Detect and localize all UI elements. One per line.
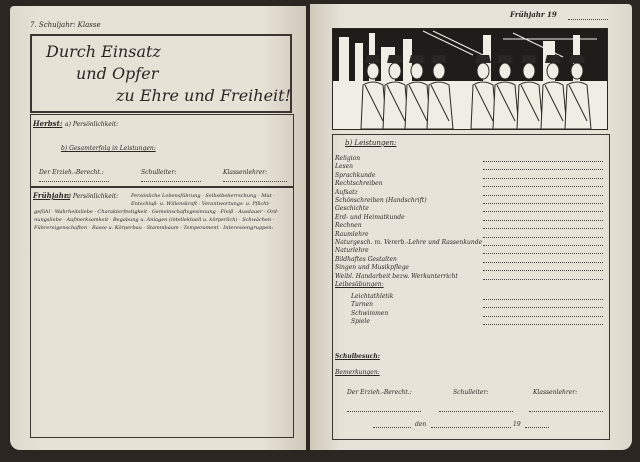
subject-label: Weibl. Handarbeit bezw. Werkunterricht bbox=[335, 272, 458, 280]
subject-label: Naturgesch. m. Vererb.-Lehre und Rassenkunde bbox=[335, 239, 483, 246]
fruehjahr-personality-label: a) Persönlichkeit: bbox=[65, 193, 119, 200]
sport-label: Turnen bbox=[351, 301, 374, 309]
subject-grade-line bbox=[483, 220, 603, 221]
herbst-teacher-line bbox=[223, 181, 287, 182]
subject-grade-line bbox=[483, 195, 603, 196]
motto-line-3: zu Ehre und Freiheit! bbox=[116, 86, 292, 105]
marching-soldiers-illustration bbox=[332, 28, 608, 130]
subject-grade-line bbox=[483, 262, 603, 263]
subject-label: Sprachkunde bbox=[335, 171, 376, 179]
subject-grade-line bbox=[483, 237, 603, 238]
signature-parent-label: Der Erzieh.-Berecht.: bbox=[347, 389, 412, 396]
subject-label: Lesen bbox=[335, 163, 354, 171]
signature-parent-line bbox=[347, 411, 421, 412]
subject-grade-line bbox=[483, 279, 603, 280]
schulbesuch-label: Schulbesuch: bbox=[335, 353, 380, 360]
subject-grade-line bbox=[483, 211, 603, 212]
subject-label: Singen und Musikpflege bbox=[335, 264, 409, 272]
sport-grade-line bbox=[483, 324, 603, 325]
subject-label: Naturlehre bbox=[335, 247, 369, 255]
subject-grade-line bbox=[483, 245, 603, 246]
herbst-section bbox=[30, 114, 294, 188]
subject-label: Rechtschreiben bbox=[335, 180, 383, 188]
right-page bbox=[310, 4, 632, 450]
fruehjahr-criteria-line-4: nungsliebe · Aufmerksamkeit · Begabung u. Anlagen (intellektuell u. körperlich) · Schwächen · bbox=[34, 217, 275, 223]
subject-label: Erd- und Heimatkunde bbox=[335, 213, 405, 221]
herbst-signature-teacher: Klassenlehrer: bbox=[223, 169, 268, 176]
subject-label: Schönschreiben (Handschrift) bbox=[335, 197, 427, 204]
fruehjahr-section bbox=[30, 186, 294, 438]
sport-label: Leichtathletik bbox=[351, 293, 394, 300]
subject-label: Rechnen bbox=[335, 222, 362, 230]
fruehjahr-heading: Frühjahr: bbox=[33, 191, 71, 200]
leibesuebungen-heading: Leibesübungen: bbox=[335, 281, 384, 288]
left-page bbox=[10, 6, 306, 450]
fruehjahr-year-header: Frühjahr 19 bbox=[510, 10, 557, 19]
leistungen-heading: b) Leistungen: bbox=[345, 139, 397, 147]
subject-grade-line bbox=[483, 270, 603, 271]
subject-label: Geschichte bbox=[335, 205, 369, 213]
fruehjahr-criteria-line-2: Entschluß- u. Willenskraft · Verantwortungs- u. Pflicht- bbox=[131, 201, 271, 207]
sport-grade-line bbox=[483, 307, 603, 308]
signature-principal-label: Schulleiter: bbox=[453, 389, 489, 396]
fruehjahr-criteria-line-1: Persönliche Lebensführung · Selbstbeherrschung · Mut · bbox=[131, 193, 275, 199]
herbst-heading: Herbst: bbox=[33, 119, 63, 128]
den-label: den bbox=[415, 421, 427, 428]
subject-grade-line bbox=[483, 169, 603, 170]
subject-grade-line bbox=[483, 161, 603, 162]
herbst-performance-label: b) Gesamterfolg in Leistungen: bbox=[61, 145, 156, 152]
subject-grade-line bbox=[483, 228, 603, 229]
sport-grade-line bbox=[483, 299, 603, 300]
subject-label: Raumlehre bbox=[335, 230, 369, 238]
subject-grade-line bbox=[483, 186, 603, 187]
leistungen-section bbox=[332, 134, 610, 440]
herbst-parent-line bbox=[39, 181, 109, 182]
date-line bbox=[431, 427, 511, 428]
subject-label: Aufsatz bbox=[335, 188, 358, 196]
year-label: 19 bbox=[513, 421, 521, 428]
sport-label: Schwimmen bbox=[351, 309, 389, 317]
motto-line-2: und Opfer bbox=[76, 64, 159, 83]
fruehjahr-criteria-line-5: Führereigenschaften · Rasse u. Körperbau · Stammbaum · Temperament · Interessengruppen: bbox=[34, 225, 274, 231]
sport-grade-line bbox=[483, 316, 603, 317]
subject-grade-line bbox=[483, 253, 603, 254]
year-suffix-line bbox=[525, 427, 549, 428]
motto-box bbox=[30, 34, 292, 113]
subject-label: Bildhaftes Gestalten bbox=[335, 255, 397, 263]
herbst-personality-label: a) Persönlichkeit: bbox=[65, 121, 119, 128]
motto-line-1: Durch Einsatz bbox=[46, 42, 161, 61]
subject-label: Religion bbox=[335, 155, 361, 162]
year-line bbox=[568, 19, 608, 20]
school-year-header: 7. Schuljahr: Klasse bbox=[30, 21, 101, 29]
fruehjahr-criteria-line-3: gefühl · Wahrheitsliebe · Charakterfestigkeit · Gemeinschaftsgesinnung · Fleiß · Ausdauer · Ord- bbox=[34, 209, 279, 215]
subject-grade-line bbox=[483, 203, 603, 204]
signature-teacher-label: Klassenlehrer: bbox=[533, 389, 578, 396]
herbst-signature-parent: Der Erzieh.-Berecht.: bbox=[39, 169, 104, 176]
herbst-signature-principal: Schulleiter: bbox=[141, 169, 177, 176]
herbst-principal-line bbox=[141, 181, 201, 182]
date-place-line bbox=[373, 427, 411, 428]
signature-principal-line bbox=[439, 411, 513, 412]
sport-label: Spiele bbox=[351, 318, 370, 326]
bemerkungen-label: Bemerkungen: bbox=[335, 369, 380, 376]
signature-teacher-line bbox=[529, 411, 603, 412]
subject-grade-line bbox=[483, 178, 603, 179]
